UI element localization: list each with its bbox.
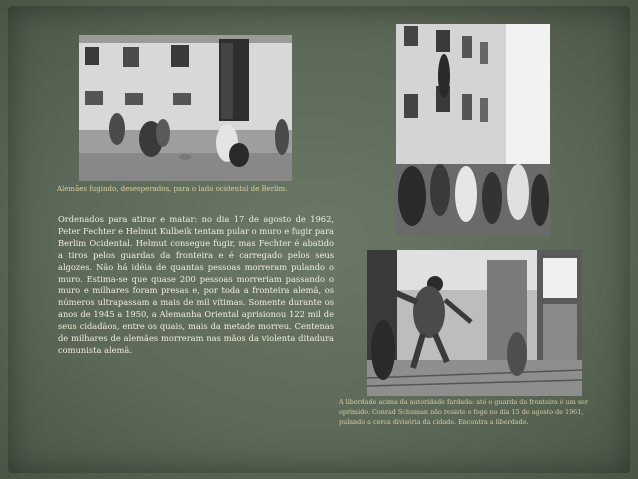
street-escape-image — [79, 35, 292, 181]
top-photo-caption: Alemães fugindo, desesperados, para o lado ocidental de Berlim. — [57, 185, 288, 193]
soldier-jump-image — [367, 250, 582, 396]
main-text: Ordenados para atirar e matar: no dia 17 de agosto de 1962, Peter Fechter e Helmut Kulbeik tentam pular o muro e fugir para Berlim Ocidental. Helmut consegue fugir, mas Fechter é abatido a tiros pelos guardas da fronteira e é carregado pelos seus algozes. Não há idéia de quantas pessoas morreram pulando o muro. Estima-se que quase 200 pessoas morreriam passando o muro e milhares foram presas e, por toda a fronteira alemã, os números ultrapassam a mais de mil vítimas. Somente durante os anos de 1945 a 1950, a Alemanha Oriental aprisionou 122 mil de seus cidadãos, entre os quais, mais da metade morreu. Centenas de milhares de alemães morreram nas mãos da violenta ditadura comunista alemã. — [58, 214, 334, 355]
window-escape-image — [396, 24, 550, 236]
bottom-photo-caption: A liberdade acima da autoridade fardada: até o guarda da fronteira é um ser oprimido. Conrad Schuman não resiste e foge no dia 15 de agosto de 1961, pulando a cerca divisória da cidade. Encontra a liberdade. — [339, 398, 589, 426]
photo-window-escape — [396, 24, 550, 236]
photo-soldier-jump — [367, 250, 582, 396]
photo-street-escape — [79, 35, 292, 181]
